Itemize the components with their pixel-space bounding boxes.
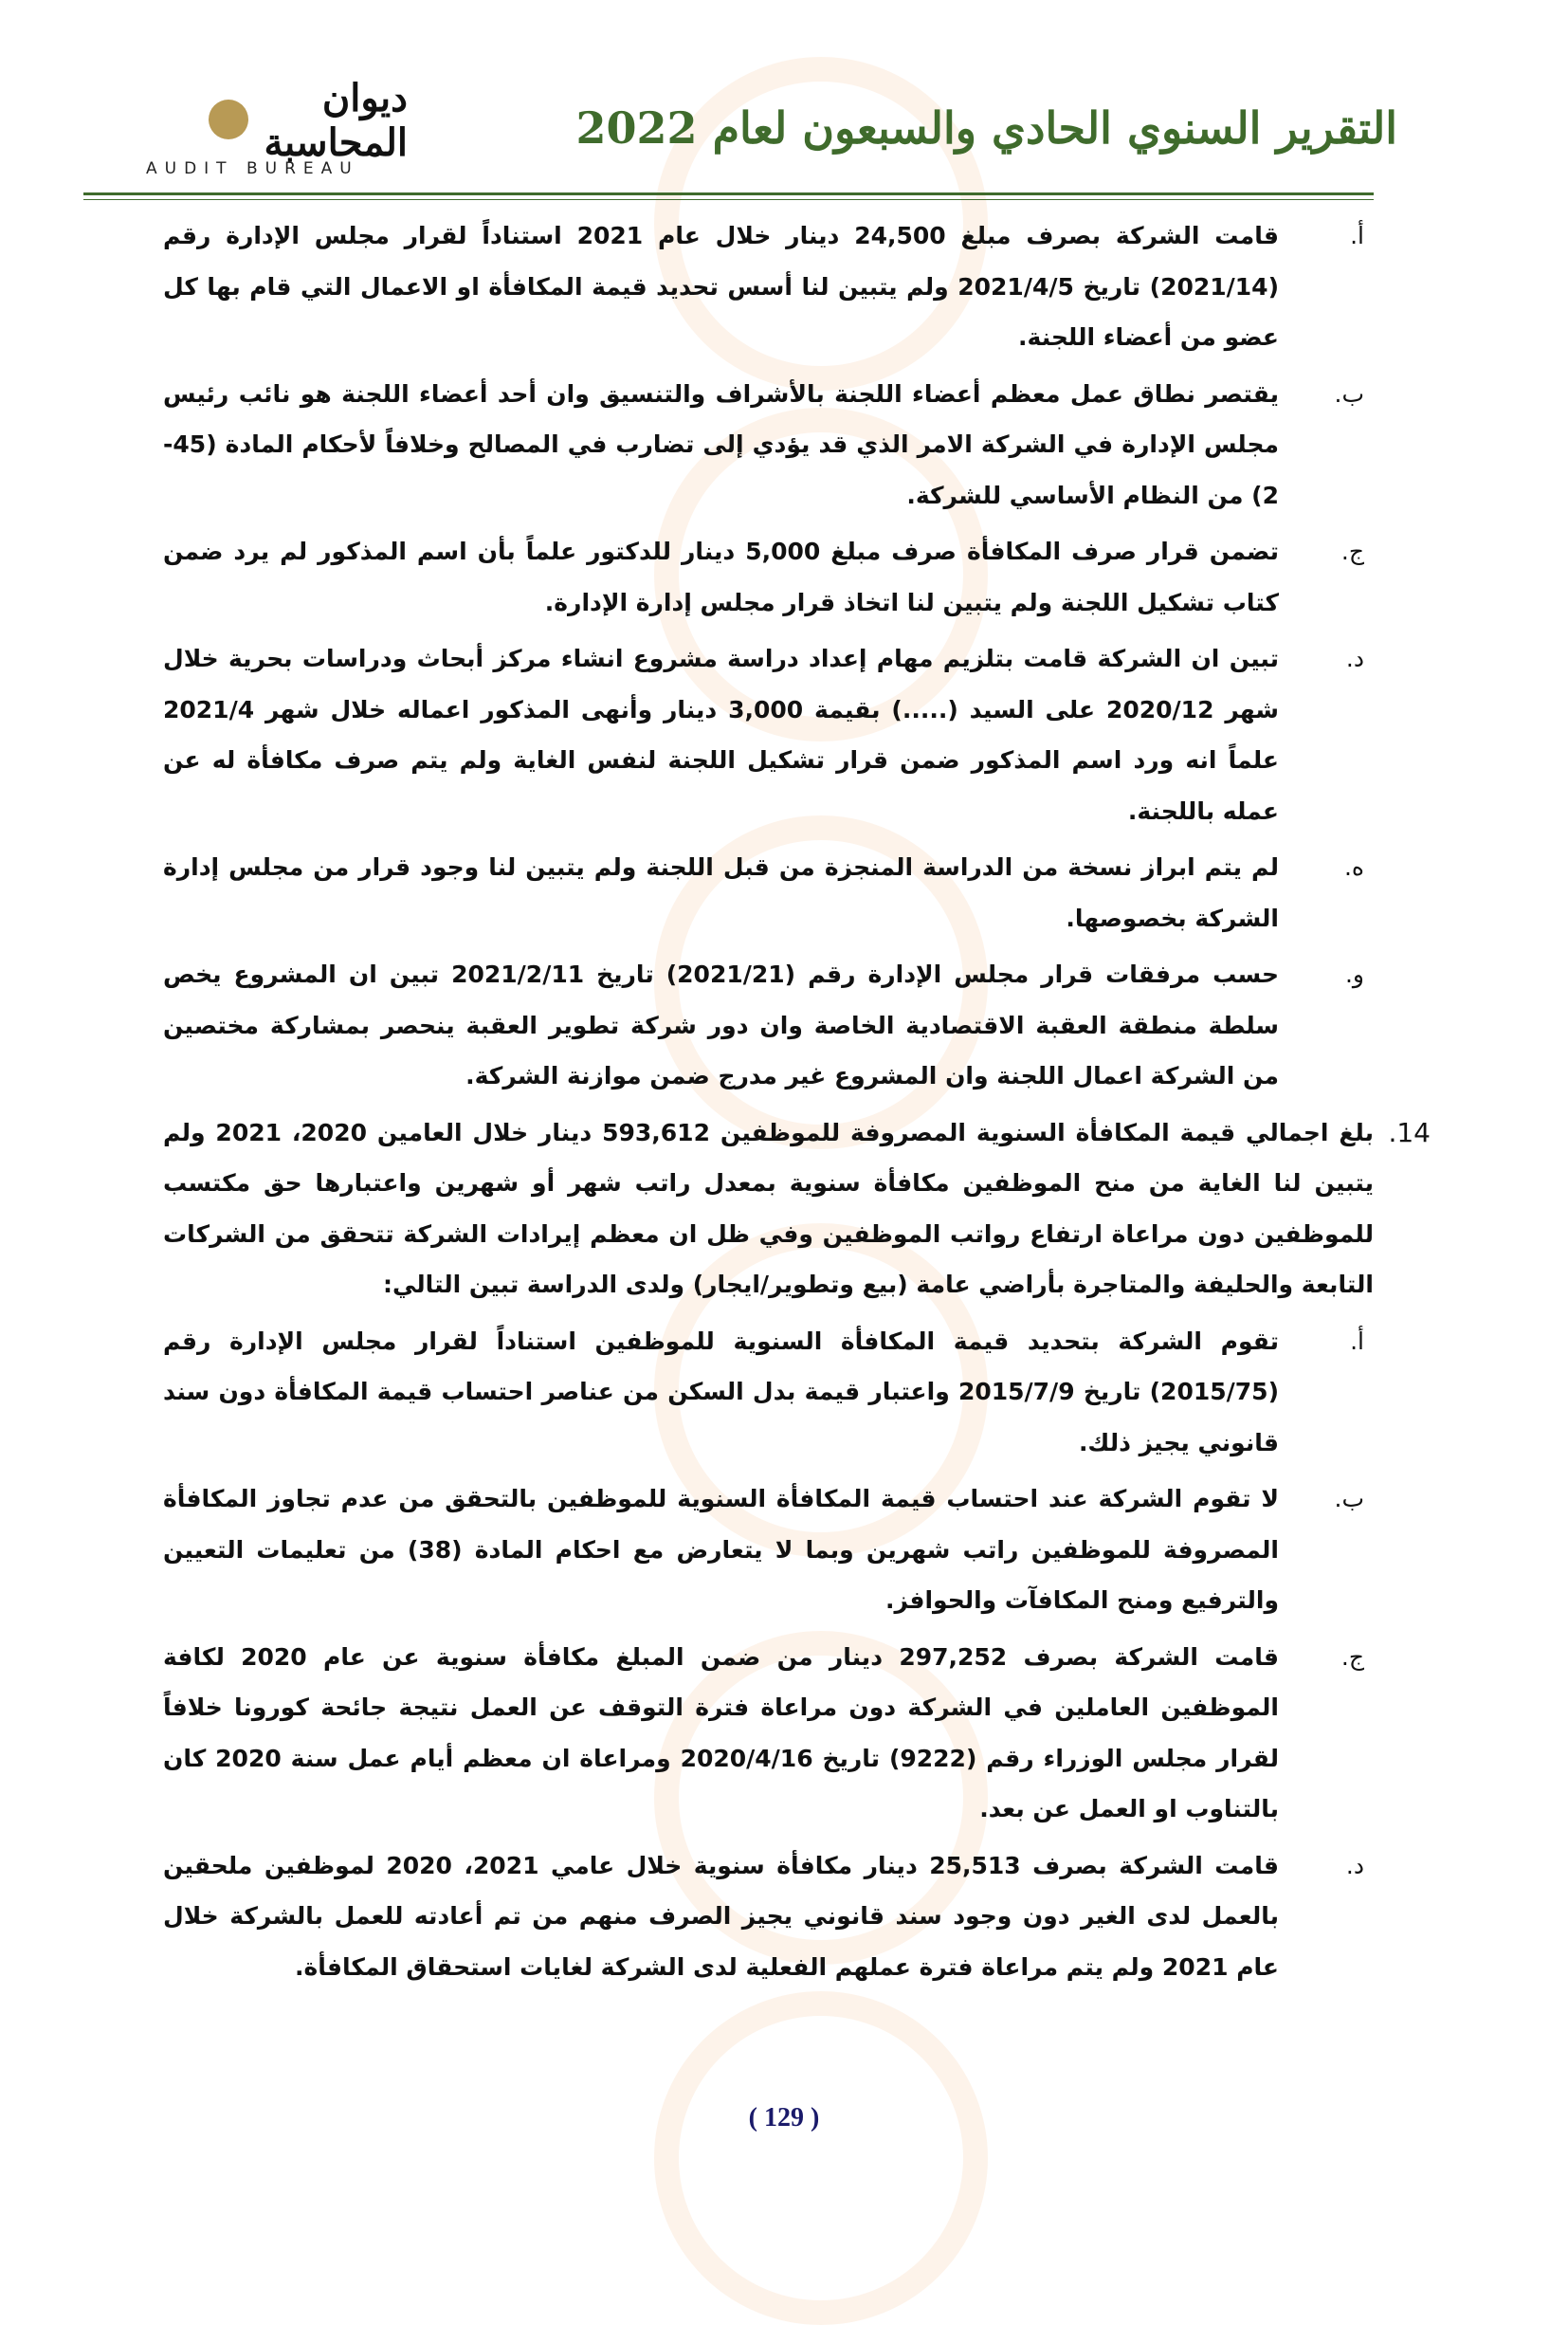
item-text: حسب مرفقات قرار مجلس الإدارة رقم (2021/21) تاريخ 2021/2/11 تبين ان المشروع يخص سلطة منطقة العقبة الاقتصادية الخاصة وان دور شركة تطوير العقبة ينحصر بمشاركة مختصين من الشركة اعمال اللجنة وان المشروع غير مدرج ضمن موازنة الشركة.	[163, 961, 1280, 1089]
page-number: ( 129 )	[748, 2103, 820, 2133]
report-title: التقرير السنوي الحادي والسبعون لعام 2022	[575, 102, 1397, 154]
item-text: تبين ان الشركة قامت بتلزيم مهام إعداد دراسة مشروع انشاء مركز أبحاث ودراسات بحرية خلال شهر 2020/12 على السيد (.....) بقيمة 3,000 دينار وأنهى المذكور اعماله خلال شهر 2021/4 علماً انه ورد اسم المذكور ضمن قرار تشكيل اللجنة لنفس الغاية ولم يتم صرف مكافأة له عن عمله باللجنة.	[163, 645, 1279, 825]
item-text: قامت الشركة بصرف 25,513 دينار مكافأة سنوية خلال عامي 2021، 2020 لموظفين ملحقين بالعمل لدى الغير دون وجود سند قانوني يجيز الصرف منهم من تم أعادته للعمل بالشركة خلال عام 2021 ولم يتم مراعاة فترة عملهم الفعلية لدى الشركة لغايات استحقاق المكافأة.	[163, 1851, 1280, 1981]
item-text: بلغ اجمالي قيمة المكافأة السنوية المصروفة للموظفين 593,612 دينار خلال العامين 2020، 2021 ولم يتبين لنا الغاية من منح الموظفين مكافأة سنوية بمعدل راتب شهر أو شهرين واعتبارها حق مكتسب للموظفين دون مراعاة ارتفاع رواتب الموظفين وفي ظل ان معظم إيرادات الشركة تتحقق من الشركات التابعة والحليفة والمتاجرة بأراضي عامة (بيع وتطوير/ايجار) ولدى الدراسة تبين التالي:	[163, 1118, 1374, 1298]
lettered-paragraph	[163, 1474, 1364, 1626]
lettered-paragraph	[163, 1316, 1364, 1469]
item-text: يقتصر نطاق عمل معظم أعضاء اللجنة بالأشراف والتنسيق وان أحد أعضاء اللجنة هو نائب رئيس مجلس الإدارة في الشركة الامر الذي قد يؤدي إلى تضارب في المصالح وخلافاً لأحكام المادة (45-2) من النظام الأساسي للشركة.	[163, 379, 1279, 509]
item-text: تضمن قرار صرف المكافأة صرف مبلغ 5,000 دينار للدكتور علماً بأن اسم المذكور لم يرد ضمن كتاب تشكيل اللجنة ولم يتبين لنا اتخاذ قرار مجلس إدارة الإدارة.	[163, 538, 1279, 616]
header-divider	[83, 192, 1374, 200]
watermark-clock	[654, 1991, 988, 2325]
item-text: لا تقوم الشركة عند احتساب قيمة المكافأة السنوية للموظفين بالتحقق من عدم تجاوز المكافأة المصروفة للموظفين راتب شهرين وبما لا يتعارض مع احكام المادة (38) من تعليمات التعيين والترفيع ومنح المكافآت والحوافز.	[163, 1485, 1280, 1614]
item-text: لم يتم ابراز نسخة من الدراسة المنجزة من قبل اللجنة ولم يتبين لنا وجود قرار من مجلس إدارة الشركة بخصوصها.	[163, 853, 1279, 932]
logo-arabic-text: ديوان المحاسبة	[264, 76, 408, 165]
item-text: قامت الشركة بصرف 297,252 دينار من ضمن المبلغ مكافأة سنوية عن عام 2020 لكافة الموظفين العاملين في الشركة دون مراعاة فترة التوقف عن العمل نتيجة جائحة كورونا خلافاً لقرار مجلس الوزراء رقم (9222) تاريخ 2020/4/16 ومراعاة ان معظم أيام عمل سنة 2020 كان بالتناوب او العمل عن بعد.	[163, 1642, 1280, 1822]
lettered-paragraph	[163, 949, 1364, 1102]
item-label: و.	[1344, 961, 1364, 988]
item-label: ه.	[1343, 853, 1364, 881]
item-label: ج.	[1340, 1642, 1364, 1671]
lettered-paragraph	[163, 1840, 1364, 1993]
lettered-paragraph	[163, 211, 1364, 363]
lettered-paragraph	[163, 1632, 1364, 1835]
item-text: قامت الشركة بصرف مبلغ 24,500 دينار خلال عام 2021 استناداً لقرار مجلس الإدارة رقم (2021/14) تاريخ 2021/4/5 ولم يتبين لنا أسس تحديد قيمة المكافأة او الاعمال التي قام بها كل عضو من أعضاء اللجنة.	[163, 222, 1280, 351]
lettered-paragraph	[163, 633, 1364, 836]
item-label: د.	[1345, 1851, 1364, 1879]
item-label: ج.	[1340, 538, 1364, 565]
item-label: 14.	[1388, 1116, 1431, 1148]
numbered-paragraph	[163, 1108, 1431, 1310]
item-label: د.	[1345, 645, 1364, 672]
item-label: أ.	[1350, 222, 1364, 249]
item-label: ب.	[1334, 1485, 1364, 1512]
document-body	[163, 211, 1431, 1998]
item-text: تقوم الشركة بتحديد قيمة المكافأة السنوية للموظفين استناداً لقرار مجلس الإدارة رقم (2015/75) تاريخ 2015/7/9 واعتبار قيمة بدل السكن من عناصر احتساب قيمة المكافأة دون سند قانوني يجيز ذلك.	[163, 1327, 1279, 1456]
logo-subtitle: AUDIT BUREAU	[146, 159, 359, 178]
item-label: أ.	[1350, 1327, 1364, 1355]
lettered-paragraph	[163, 526, 1364, 628]
item-label: ب.	[1334, 379, 1364, 408]
audit-bureau-logo	[142, 57, 408, 180]
lettered-paragraph	[163, 369, 1364, 522]
lettered-paragraph	[163, 842, 1364, 943]
